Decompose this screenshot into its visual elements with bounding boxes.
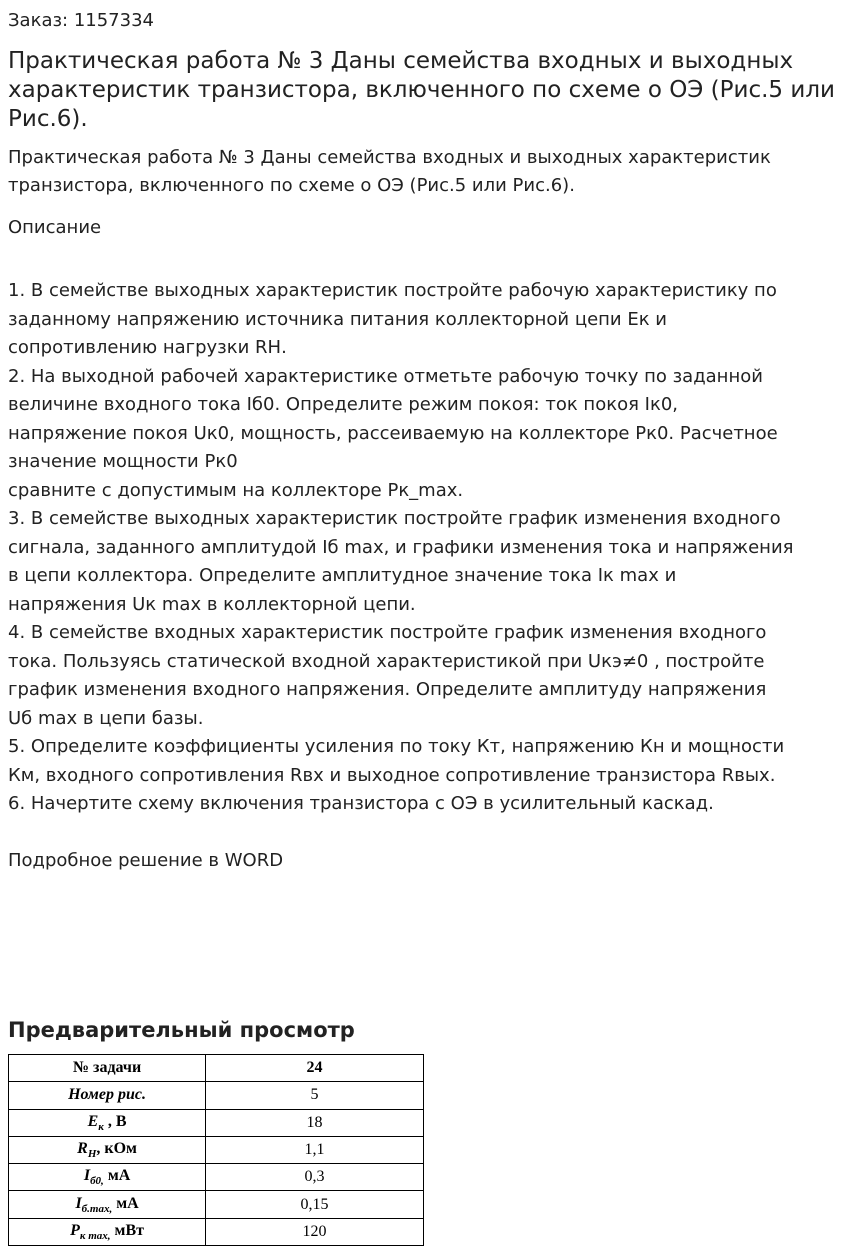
table-cell-value: 120 — [206, 1218, 424, 1245]
description-line: 4. В семействе входных характеристик постройте график изменения входного — [8, 622, 767, 643]
description-line: напряжение покоя Uк0, мощность, рассеиваемую на коллекторе Рк0. Расчетное — [8, 422, 778, 444]
solution-note: Подробное решение в WORD — [8, 850, 284, 871]
description-line: сопротивлению нагрузки RН. — [8, 337, 287, 358]
table-cell-value: 24 — [206, 1055, 424, 1082]
table-row — [9, 1191, 424, 1218]
description-line: 5. Определите коэффициенты усиления по току Кт, напряжению Кн и мощности — [8, 736, 785, 757]
label-unit: мА — [112, 1194, 139, 1212]
label-symbol: I — [75, 1194, 82, 1212]
label-unit: , В — [103, 1112, 127, 1130]
label-subscript: Н — [87, 1148, 97, 1161]
table-row — [9, 1055, 424, 1082]
table-cell-label — [9, 1109, 206, 1136]
description-line: величине входного тока Iб0. Определите режим покоя: ток покоя Iк0, — [8, 394, 678, 415]
table-cell-label — [9, 1082, 206, 1109]
label-symbol: E — [87, 1112, 99, 1130]
table-cell-label — [9, 1191, 206, 1218]
table-row — [9, 1164, 424, 1191]
preview-heading: Предварительный просмотр — [8, 1018, 355, 1042]
table-cell-value: 18 — [206, 1109, 424, 1136]
table-cell-value: 1,1 — [206, 1136, 424, 1163]
description-line: 3. В семействе выходных характеристик постройте график изменения входного — [8, 508, 781, 529]
description-line: 2. На выходной рабочей характеристике отметьте рабочую точку по заданной — [8, 365, 763, 387]
label-symbol: P — [70, 1221, 80, 1239]
table-row — [9, 1136, 424, 1163]
label-subscript: к max, — [79, 1230, 111, 1243]
label-unit: мВт — [110, 1221, 144, 1239]
table-cell-label — [9, 1136, 206, 1163]
table-cell-label — [9, 1164, 206, 1191]
description-line: заданному напряжению источника питания коллекторной цепи Ек и — [8, 308, 667, 330]
page-subtitle: Практическая работа № 3 Даны семейства входных и выходных характеристик транзистора, включенного по схеме о ОЭ (Рис.5 или Рис.6). — [8, 147, 771, 196]
table-row — [9, 1218, 424, 1245]
page-title: Практическая работа № 3 Даны семейства входных и выходных характеристик транзистора, включенного по схеме о ОЭ (Рис.5 или Рис.6). — [8, 48, 835, 132]
description-line: 6. Начертите схему включения транзистора с ОЭ в усилительный каскад. — [8, 793, 714, 814]
description-line: значение мощности Рк0 — [8, 451, 238, 472]
label-subscript: к — [98, 1120, 104, 1133]
description-line: Км, входного сопротивления Rвх и выходное сопротивление транзистора Rвых. — [8, 764, 776, 786]
description-body — [8, 277, 843, 819]
label-unit: , кОм — [96, 1139, 137, 1157]
description-line: сигнала, заданного амплитудой Iб max, и графики изменения тока и напряжения — [8, 536, 794, 558]
parameters-table — [8, 1054, 424, 1246]
description-heading: Описание — [8, 217, 102, 238]
description-line: в цепи коллектора. Определите амплитудное значение тока Iк max и — [8, 565, 677, 586]
description-line: сравните с допустимым на коллекторе Рк_max. — [8, 479, 464, 501]
description-line: Uб max в цепи базы. — [8, 707, 204, 729]
table-cell-label: № задачи — [9, 1055, 206, 1082]
label-symbol: R — [77, 1139, 88, 1157]
description-line: 1. В семействе выходных характеристик постройте рабочую характеристику по — [8, 280, 777, 301]
description-line: тока. Пользуясь статической входной характеристикой при Uкэ≠0 , постройте — [8, 650, 765, 672]
label-symbol: I — [83, 1167, 91, 1185]
table-row — [9, 1082, 424, 1109]
label-subscript: б.max, — [81, 1202, 113, 1215]
description-line: график изменения входного напряжения. Определите амплитуду напряжения — [8, 679, 767, 700]
table-cell-value: 0,3 — [206, 1164, 424, 1191]
label-text: Номер рис. — [68, 1086, 146, 1104]
description-line: напряжения Uк max в коллекторной цепи. — [8, 593, 416, 615]
table-cell-value: 0,15 — [206, 1191, 424, 1218]
table-row — [9, 1109, 424, 1136]
table-cell-value: 5 — [206, 1082, 424, 1109]
label-unit: мА — [103, 1167, 131, 1185]
label-subscript: б0, — [90, 1175, 104, 1188]
table-cell-label — [9, 1218, 206, 1245]
order-number: Заказ: 1157334 — [8, 10, 154, 31]
